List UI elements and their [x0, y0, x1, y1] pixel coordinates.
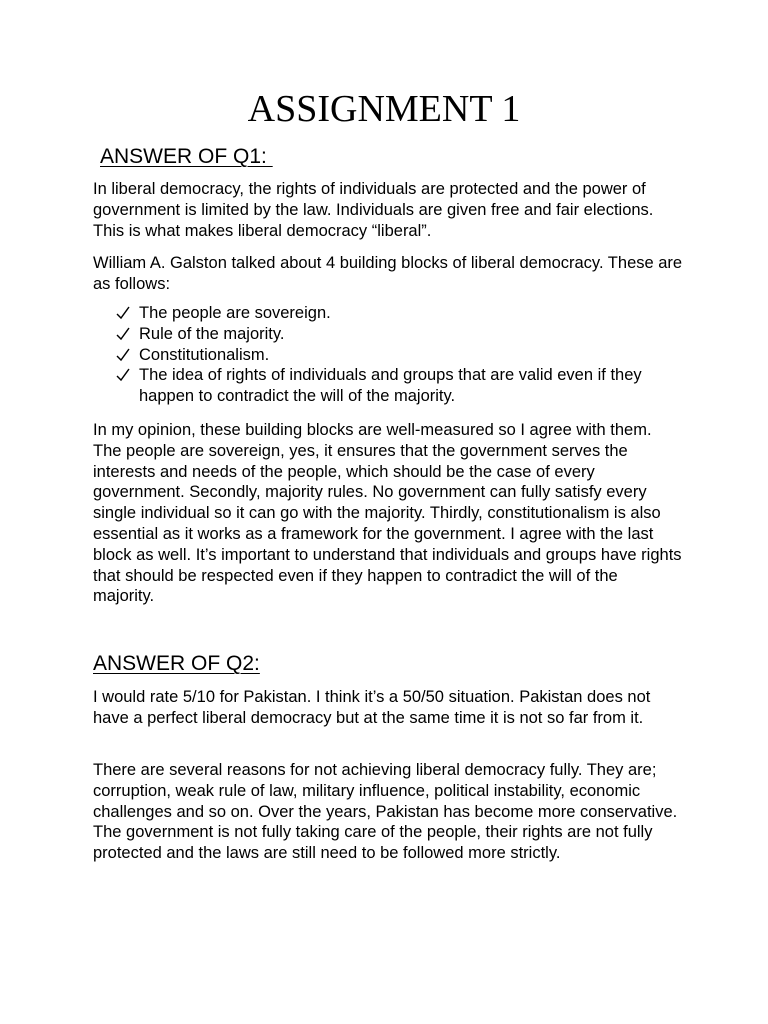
checkmark-icon	[115, 345, 131, 365]
checklist-item	[115, 303, 675, 324]
checkmark-icon	[115, 365, 131, 385]
checklist-item	[115, 345, 675, 366]
checklist-item-text: Rule of the majority.	[139, 324, 285, 343]
paragraph: William A. Galston talked about 4 building blocks of liberal democracy. These are as follows:	[93, 254, 683, 293]
paragraph: I would rate 5/10 for Pakistan. I think it’s a 50/50 situation. Pakistan does not have a perfect liberal democracy but at the same time it is not so far from it.	[93, 688, 651, 727]
checkmark-icon	[115, 303, 131, 323]
section-heading-q2: ANSWER OF Q2:	[93, 652, 260, 675]
checklist-item	[115, 365, 675, 407]
checklist-item-text: The idea of rights of individuals and groups that are valid even if they happen to contradict the will of the majority.	[139, 366, 642, 406]
document-title: ASSIGNMENT 1	[247, 88, 521, 130]
checklist-item	[115, 324, 675, 345]
paragraph: In liberal democracy, the rights of individuals are protected and the power of government is limited by the law. Individuals are given free and fair elections. This is what makes liberal democracy “liberal”.	[93, 180, 654, 240]
paragraph: In my opinion, these building blocks are well-measured so I agree with them. The people are sovereign, yes, it ensures that the government serves the interests and needs of the people, which should be the case of every government. Secondly, majority rules. No government can fully satisfy every single individual so it can go with the majority. Thirdly, constitutionalism is also essential as it works as a framework for the government. I agree with the last block as well. It’s important to understand that individuals and groups have rights that should be respected even if they happen to contradict the will of the majority.	[93, 421, 682, 606]
checkmark-icon	[115, 324, 131, 344]
checklist-item-text: The people are sovereign.	[139, 304, 331, 322]
checklist-item-text: Constitutionalism.	[139, 345, 270, 364]
building-blocks-checklist	[115, 303, 675, 407]
paragraph: There are several reasons for not achieving liberal democracy fully. They are; corruption, weak rule of law, military influence, political instability, economic challenges and so on. Over the years, Pakistan has become more conservative. The government is not fully taking care of the people, their rights are not fully protected and the laws are still need to be followed more strictly.	[93, 761, 678, 863]
section-heading-q1: ANSWER OF Q1:	[100, 145, 273, 168]
